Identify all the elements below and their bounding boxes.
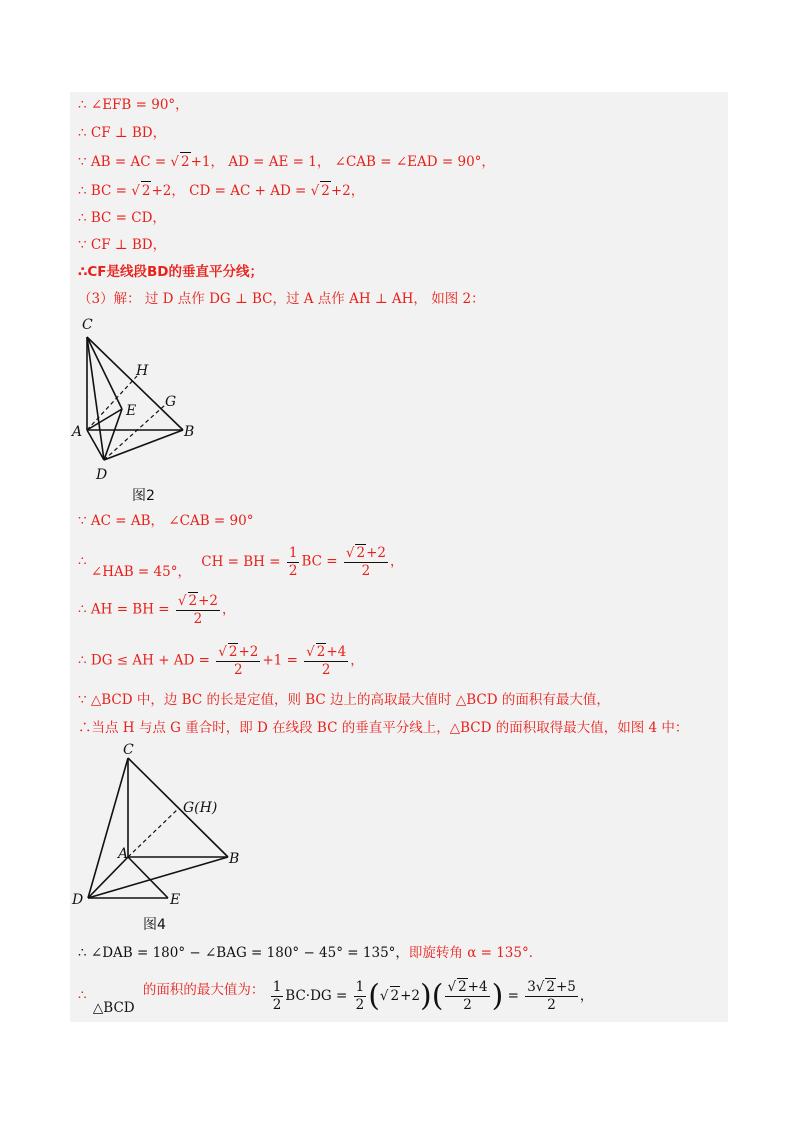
label-g: G — [165, 394, 177, 410]
line-dg-bound: ∴ DG ≤ AH + AD = $\frac{√ 2+2}{2}$ +1 = $\frac{√ 2+4}{2}$ ， — [78, 644, 364, 678]
line-max-area: ∴ △BCD 的面积的最大值为： $\frac{1}{2}$ BC·DG = $\frac{1}{2}$ (√ 2+2)( $\frac{√ 2+4}{2}$ ) = $\frac{3√ 2+5}{2}$ ， — [78, 978, 594, 1016]
label-c: C — [82, 317, 93, 333]
label-e: E — [126, 403, 137, 419]
line-efb: ∴ ∠EFB = 90°， — [78, 97, 189, 113]
label-d: D — [96, 467, 108, 483]
line-h-g-coincide: ∴当点 H 与点 G 重合时，即 D 在线段 BC 的垂直平分线上，△BCD 的面积取得最大值，如图 4 中： — [78, 720, 689, 736]
figure-2-diagram — [70, 315, 210, 485]
line-hab: ∴ ∠HAB = 45°， CH = BH = $\frac{1}{2}$ BC = $\frac{√ 2+2}{2}$ ， — [78, 544, 404, 580]
label-e: E — [170, 892, 181, 908]
line-cf-perp: ∴ CF ⊥ BD， — [78, 125, 167, 141]
label-a: A — [72, 424, 83, 440]
line-bcd-fixed: ∵ △BCD 中，边 BC 的长是定值，则 BC 边上的高取最大值时 △BCD 的面积有最大值， — [78, 692, 610, 708]
label-h: H — [136, 363, 149, 379]
figure-4-diagram — [70, 740, 250, 910]
label-gh: G(H) — [183, 800, 218, 816]
line-bc-eq-cd: ∴ BC = CD， — [78, 210, 166, 226]
figure-4-caption: 图4 — [143, 917, 166, 933]
line-dab: ∴ ∠DAB = 180° − ∠BAG = 180° − 45° = 135°，即旋转角 α = 135°． — [78, 945, 543, 961]
label-b: B — [184, 424, 195, 440]
line-ac-ab: ∵ AC = AB， ∠CAB = 90° — [78, 513, 254, 529]
line-conclusion: ∴CF是线段BD的垂直平分线； — [78, 264, 264, 280]
label-d: D — [72, 892, 84, 908]
line-ah-bh: ∴ AH = BH = $\frac{√ 2+2}{2}$ ， — [78, 593, 236, 627]
label-b: B — [229, 851, 240, 867]
label-a: A — [118, 846, 129, 862]
line-ab-ac: ∵ AB = AC = √ 2+1， AD = AE = 1， ∠CAB = ∠EAD = 90°， — [78, 154, 495, 170]
line-cf-perp-2: ∵ CF ⊥ BD， — [78, 237, 167, 253]
line-part3: （3）解： 过 D 点作 DG ⊥ BC，过 A 点作 AH ⊥ AH， 如图 2： — [78, 291, 485, 307]
figure-2-caption: 图2 — [132, 488, 155, 504]
line-bc-cd: ∴ BC = √ 2+2， CD = AC + AD = √ 2+2， — [78, 183, 365, 199]
label-c: C — [123, 742, 134, 758]
